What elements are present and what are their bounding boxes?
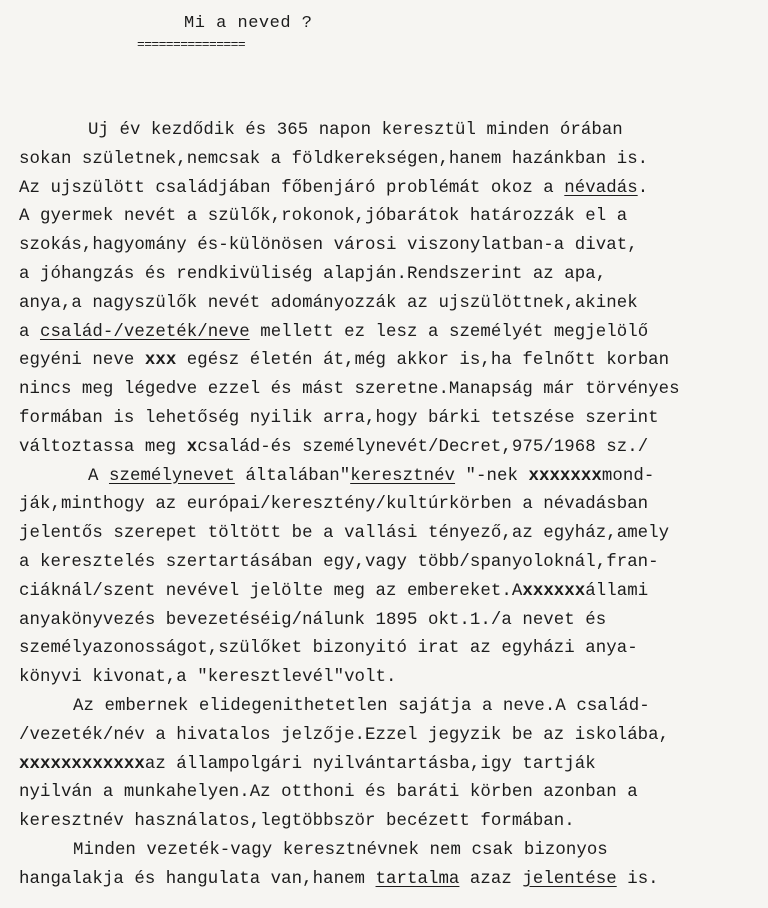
text-segment: a [19, 322, 40, 342]
text-segment: Uj év kezdődik és 365 napon keresztül minden órában [88, 121, 623, 140]
text-line [0, 866, 768, 895]
underlined-text: jelentése [522, 869, 617, 889]
text-line [0, 290, 768, 319]
text-line [0, 319, 768, 348]
text-segment: Az ujszülött családjában főbenjáró problémát okoz a [19, 178, 565, 198]
underlined-text: tartalma [375, 869, 460, 889]
underlined-text: névadás [564, 178, 638, 198]
struck-out-text: xxxxxxxxxxxx [19, 754, 145, 774]
text-segment: jelentős szerepet töltött be a vallási tényező,az egyház,amely [19, 524, 670, 544]
text-segment: /vezeték/név a hivatalos jelzője.Ezzel jegyzik be az iskolába, [19, 725, 670, 745]
text-segment: anya,a nagyszülők nevét adományozzák az ujszülöttnek,akinek [19, 293, 638, 313]
text-segment: egyéni neve [19, 351, 145, 371]
text-line [0, 347, 768, 376]
page-title: Mi a neved ? [184, 14, 313, 33]
text-line [0, 203, 768, 232]
text-segment: mond- [601, 466, 655, 486]
text-line [0, 405, 768, 434]
text-segment: ciáknál/szent nevével jelölte meg az embereket.A [19, 581, 523, 601]
text-segment: keresztnév használatos,legtöbbször becézett formában. [19, 812, 575, 832]
text-segment: a keresztelés szertartásában egy,vagy több/spanyoloknál,fran- [19, 552, 659, 572]
body-text [0, 117, 768, 895]
text-segment: sokan születnek,nemcsak a földkerekségen,hanem hazánkban is. [19, 149, 649, 169]
struck-out-text: x [186, 437, 198, 457]
text-line [0, 117, 768, 146]
text-segment: Az embernek elidegenithetetlen sajátja a neve.A család- [73, 696, 650, 716]
text-segment: szokás,hagyomány és-különösen városi viszonylatban-a divat, [19, 236, 638, 256]
title-double-underline: =============== [137, 37, 246, 52]
struck-out-text: xxxxxx [522, 581, 586, 601]
text-segment: nyilván a munkahelyen.Az otthoni és baráti körben azonban a [19, 783, 638, 803]
text-line [0, 751, 768, 780]
text-line [0, 779, 768, 808]
text-line [0, 175, 768, 204]
text-line [0, 434, 768, 463]
underlined-text: család-/vezeték/neve [39, 322, 250, 342]
text-segment: állami [585, 581, 649, 601]
text-segment: egész életén át,még akkor is,ha felnőtt korban [176, 351, 670, 371]
text-line [0, 146, 768, 175]
text-segment: ják,minthogy az európai/keresztény/kultúrkörben a névadásban [19, 495, 649, 515]
text-segment: változtassa meg [19, 437, 187, 457]
struck-out-text: xxxxxxx [528, 466, 602, 486]
text-segment: nincs meg légedve ezzel és mást szeretne.Manapság már törvényes [19, 380, 680, 400]
text-segment: általában" [234, 466, 351, 486]
text-segment: . [637, 178, 649, 198]
text-segment: formában is lehetőség nyilik arra,hogy bárki tetszése szerint [19, 408, 659, 428]
text-line [0, 607, 768, 636]
text-segment: A [88, 466, 109, 486]
text-line [0, 232, 768, 261]
text-segment: mellett ez lesz a személyét megjelölő [249, 322, 649, 342]
text-line [0, 520, 768, 549]
text-line [0, 261, 768, 290]
text-line [0, 808, 768, 837]
text-segment: az állampolgári nyilvántartásba,igy tartják [144, 754, 596, 774]
text-segment: azaz [459, 869, 523, 889]
text-line [0, 664, 768, 693]
text-segment: személyazonosságot,szülőket bizonyitó irat az egyházi anya- [19, 639, 638, 659]
text-segment: hangalakja és hangulata van,hanem [19, 869, 376, 889]
text-segment: "-nek [455, 466, 529, 486]
text-segment: A gyermek nevét a szülők,rokonok,jóbarátok határozzák el a [19, 207, 628, 227]
text-line [0, 463, 768, 492]
underlined-text: személynevet [108, 466, 235, 486]
underlined-text: keresztnév [350, 466, 456, 486]
text-segment: is. [616, 869, 659, 889]
text-segment: család-és személynevét/Decret,975/1968 sz./ [197, 437, 649, 457]
text-segment: a jóhangzás és rendkivüliség alapján.Rendszerint az apa, [19, 264, 607, 284]
text-segment: anyakönyvezés bevezetéséig/nálunk 1895 okt.1./a nevet és [19, 610, 607, 630]
text-line [0, 376, 768, 405]
text-line [0, 722, 768, 751]
text-segment: Minden vezeték-vagy keresztnévnek nem csak bizonyos [73, 840, 608, 860]
text-line [0, 578, 768, 607]
struck-out-text: xxx [144, 351, 177, 371]
text-line [0, 491, 768, 520]
text-line [0, 837, 768, 866]
text-segment: könyvi kivonat,a "keresztlevél"volt. [19, 668, 397, 688]
text-line [0, 693, 768, 722]
text-line [0, 549, 768, 578]
text-line [0, 635, 768, 664]
